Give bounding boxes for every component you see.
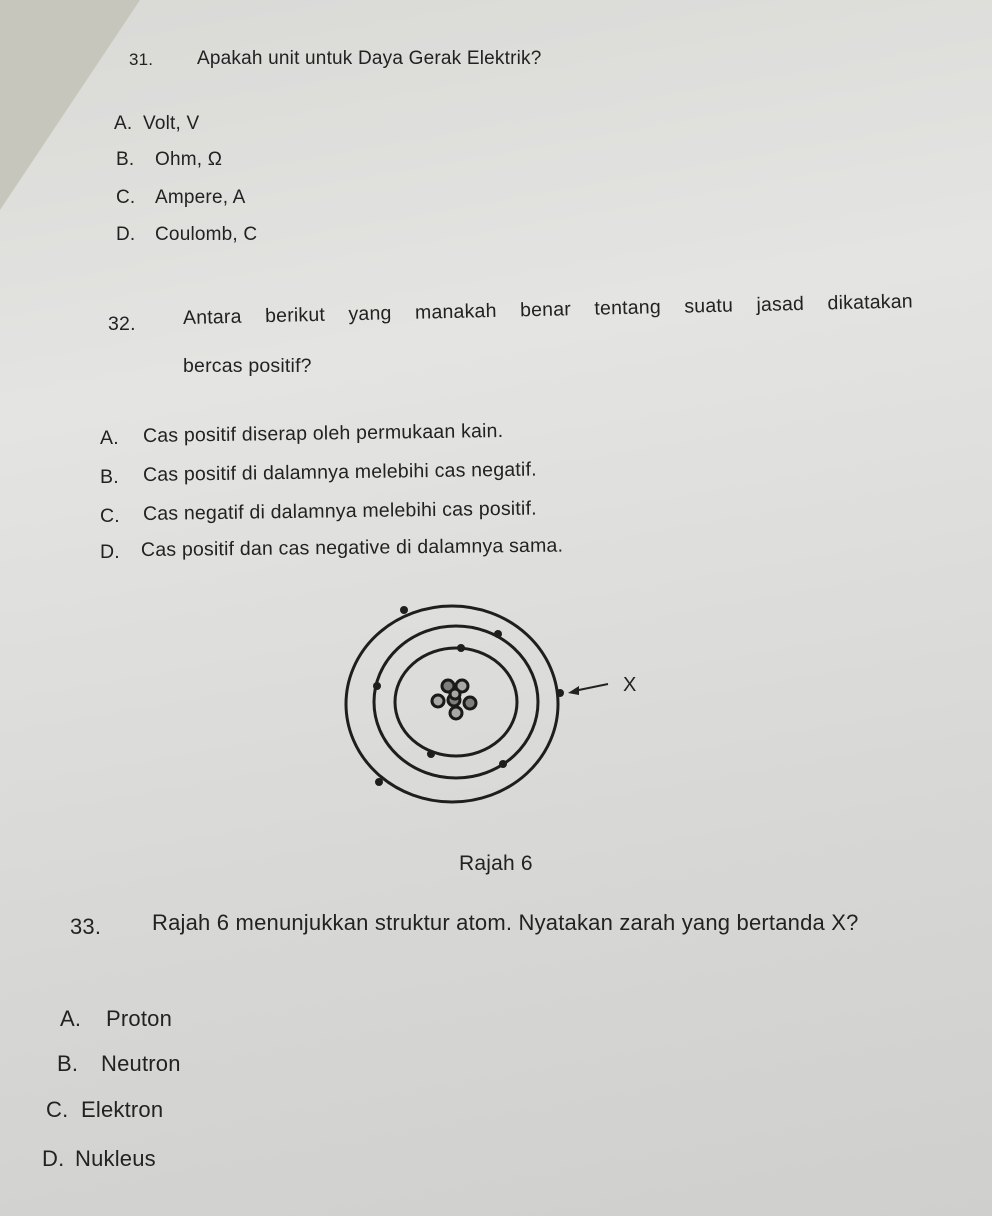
q32-option-c-text: Cas negatif di dalamnya melebihi cas positif.	[142, 497, 537, 525]
diagram-caption: Rajah 6	[459, 852, 533, 875]
q32-option-b-letter: B.	[100, 466, 119, 488]
q31-option-d-letter: D.	[116, 224, 136, 245]
electron	[457, 644, 465, 652]
q33-text: Rajah 6 menunjukkan struktur atom. Nyatakan zarah yang bertanda X?	[152, 910, 859, 935]
atom-structure-diagram	[330, 596, 660, 816]
q33-option-d-letter: D.	[42, 1146, 65, 1171]
q32-option-d-text: Cas positif dan cas negative di dalamnya sama.	[140, 534, 564, 561]
electron	[375, 778, 383, 786]
q31-number: 31.	[129, 50, 154, 69]
q33-option-a-letter: A.	[60, 1006, 82, 1031]
q31-option-c-text: Ampere, A	[155, 187, 246, 208]
q32-text-line2: bercas positif?	[183, 355, 312, 377]
electron	[373, 682, 381, 690]
q32-option-d-letter: D.	[100, 541, 120, 563]
q31-option-a-letter: A.	[114, 113, 133, 134]
q31-option-d-text: Coulomb, C	[155, 224, 258, 245]
electron	[494, 630, 502, 638]
q33-option-c-letter: C.	[46, 1097, 69, 1122]
q32-option-c-letter: C.	[100, 505, 120, 527]
q32-option-a-text: Cas positif diserap oleh permukaan kain.	[142, 419, 504, 447]
q31-option-c-letter: C.	[116, 187, 136, 208]
q31-option-b-letter: B.	[116, 149, 135, 170]
q32-option-b-text: Cas positif di dalamnya melebihi cas negatif.	[142, 458, 537, 486]
electron	[427, 750, 435, 758]
q33-option-b-letter: B.	[57, 1051, 79, 1076]
label-x: X	[623, 674, 637, 696]
q31-text: Apakah unit untuk Daya Gerak Elektrik?	[197, 48, 542, 69]
q33-option-b-text: Neutron	[101, 1051, 181, 1076]
q32-number: 32.	[108, 313, 136, 335]
q33-number: 33.	[70, 914, 102, 939]
q33-option-c-text: Elektron	[81, 1097, 164, 1122]
electron-x	[556, 689, 564, 697]
q31-option-b-text: Ohm, Ω	[155, 149, 223, 170]
electron	[400, 606, 408, 614]
q33-option-d-text: Nukleus	[75, 1146, 156, 1171]
q32-text-line1: Antara berikut yang manakah benar tentang suatu jasad dikatakan	[182, 290, 914, 329]
label-x-arrow	[568, 684, 608, 695]
electron	[499, 760, 507, 768]
q33-option-a-text: Proton	[106, 1006, 173, 1031]
q31-option-a-text: Volt, V	[143, 113, 200, 134]
q32-option-a-letter: A.	[100, 427, 119, 449]
nucleus	[432, 680, 476, 719]
